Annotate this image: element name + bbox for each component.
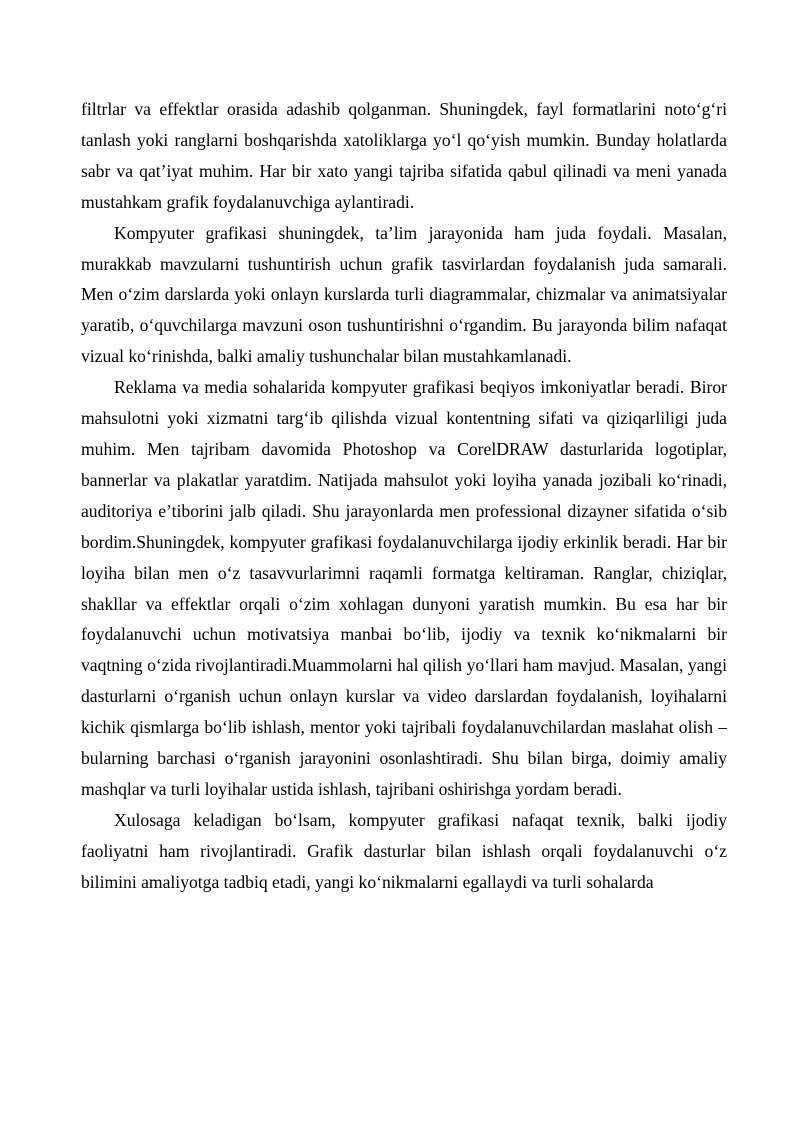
paragraph-3: Reklama va media sohalarida kompyuter grafikasi beqiyos imkoniyatlar beradi. Biror mahsulotni yoki xizmatni targ‘ib qilishda vizual kontentning sifati va qiziqarliligi juda muhim. Men tajribam davomida Photoshop va CorelDRAW dasturlarida logotiplar, bannerlar va plakatlar yaratdim. Natijada mahsulot yoki loyiha yanada jozibali ko‘rinadi, auditoriya e’tiborini jalb qiladi. Shu jarayonlarda men professional dizayner sifatida o‘sib bordim.Shuningdek, kompyuter grafikasi foydalanuvchilarga ijodiy erkinlik beradi. Har bir loyiha bilan men o‘z tasavvurlarimni raqamli formatga keltiraman. Ranglar, chiziqlar, shakllar va effektlar orqali o‘zim xohlagan dunyoni yaratish mumkin. Bu esa har bir foydalanuvchi uchun motivatsiya manbai bo‘lib, ijodiy va texnik ko‘nikmalarni bir vaqtning o‘zida rivojlantiradi.Muammolarni hal qilish yo‘llari ham mavjud. Masalan, yangi dasturlarni o‘rganish uchun onlayn kurslar va video darslardan foydalanish, loyihalarni kichik qismlarga bo‘lib ishlash, mentor yoki tajribali foydalanuvchilardan maslahat olish – bularning barchasi o‘rganish jarayonini osonlashtiradi. Shu bilan birga, doimiy amaliy mashqlar va turli loyihalar ustida ishlash, tajribani oshirishga yordam beradi. (81, 377, 727, 799)
paragraph-1: filtrlar va effektlar orasida adashib qolganman. Shuningdek, fayl formatlarini noto‘g‘ri tanlash yoki ranglarni boshqarishda xatoliklarga yo‘l qo‘yish mumkin. Bunday holatlarda sabr va qat’iyat muhim. Har bir xato yangi tajriba sifatida qabul qilinadi va meni yanada mustahkam grafik foydalanuvchiga aylantiradi. (81, 99, 727, 212)
document-body (81, 94, 727, 898)
paragraph-4: Xulosaga keladigan bo‘lsam, kompyuter grafikasi nafaqat texnik, balki ijodiy faoliyatni ham rivojlantiradi. Grafik dasturlar bilan ishlash orqali foydalanuvchi o‘z bilimini amaliyotga tadbiq etadi, yangi ko‘nikmalarni egallaydi va turli sohalarda (81, 809, 727, 892)
paragraph-2: Kompyuter grafikasi shuningdek, ta’lim jarayonida ham juda foydali. Masalan, murakkab mavzularni tushuntirish uchun grafik tasvirlardan foydalanish juda samarali. Men o‘zim darslarda yoki onlayn kurslarda turli diagrammalar, chizmalar va animatsiyalar yaratib, o‘quvchilarga mavzuni oson tushuntirishni o‘rgandim. Bu jarayonda bilim nafaqat vizual ko‘rinishda, balki amaliy tushunchalar bilan mustahkamlanadi. (81, 222, 727, 367)
